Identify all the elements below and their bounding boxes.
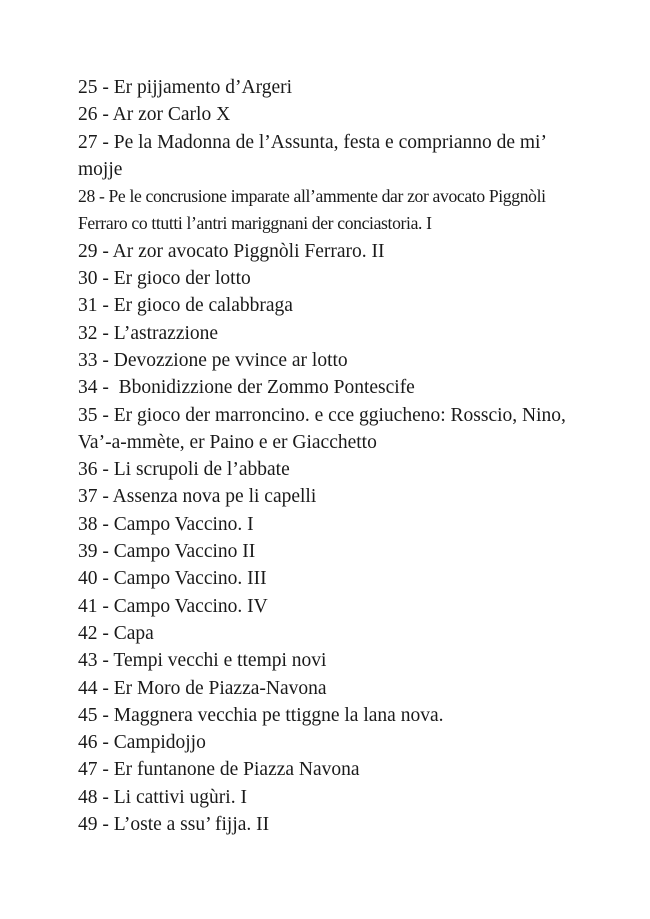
toc-entry-49: 49 - L’oste a ssu’ fijja. II [78, 814, 270, 836]
toc-entry-44: 44 - Er Moro de Piazza-Navona [78, 677, 327, 699]
toc-entry-34: 34 - Bbonidizzione der Zommo Pontescife [78, 377, 415, 399]
toc-entry-26: 26 - Ar zor Carlo X [78, 104, 231, 126]
toc-entry-46: 46 - Campidojjo [78, 732, 206, 754]
toc-entry-29: 29 - Ar zor avocato Piggnòli Ferraro. II [78, 240, 385, 262]
toc-entry-45: 45 - Maggnera vecchia pe ttiggne la lana nova. [78, 704, 444, 726]
toc-entry-41: 41 - Campo Vaccino. IV [78, 595, 268, 617]
toc-entry-39: 39 - Campo Vaccino II [78, 541, 256, 563]
toc-entry-25: 25 - Er pijjamento d’Argeri [78, 77, 293, 98]
toc-entry-38: 38 - Campo Vaccino. I [78, 513, 254, 535]
toc-entry-47: 47 - Er funtanone de Piazza Navona [78, 759, 360, 781]
toc-entry-37: 37 - Assenza nova pe li capelli [78, 486, 317, 508]
toc-entry-27: 27 - Pe la Madonna de l’Assunta, festa e comprianno de mi’ mojje [78, 131, 546, 180]
toc-entry-40: 40 - Campo Vaccino. III [78, 568, 267, 590]
toc-entry-28: 28 - Pe le concrusione imparate all’ammente dar zor avocato Piggnòli Ferraro co ttutti l’antri mariggnani der conciastoria. I [78, 186, 546, 234]
toc-entry-33: 33 - Devozzione pe vvince ar lotto [78, 349, 348, 371]
toc-entry-42: 42 - Capa [78, 622, 154, 644]
toc-entry-30: 30 - Er gioco der lotto [78, 268, 251, 290]
toc-entry-32: 32 - L’astrazzione [78, 322, 219, 344]
table-of-contents [78, 74, 583, 838]
toc-entry-43: 43 - Tempi vecchi e ttempi novi [78, 650, 327, 672]
toc-entry-31: 31 - Er gioco de calabbraga [78, 295, 293, 317]
toc-entry-35: 35 - Er gioco der marroncino. e cce ggiucheno: Rosscio, Nino, Va’-a-mmète, er Paino e er Giacchetto [78, 404, 566, 453]
toc-entry-36: 36 - Li scrupoli de l’abbate [78, 459, 290, 481]
toc-entry-48: 48 - Li cattivi ugùri. I [78, 786, 247, 808]
